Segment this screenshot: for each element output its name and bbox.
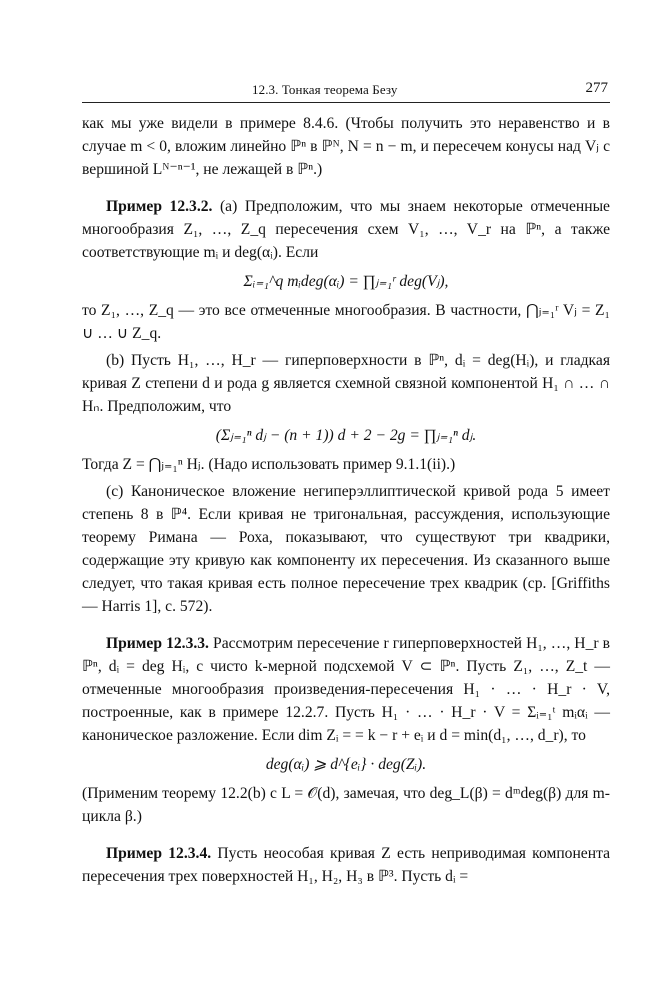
example-text: Рассмотрим пересечение r гиперповерхностей H₁, …, H_r в ℙⁿ, dᵢ = deg Hᵢ, с чисто k-мерной подсхемой V ⊂ ℙⁿ. Пусть Z₁, …, Z_t — отмеченные многообразия произведения-пересечения H₁ · … · H_r · V, построенные, как в примере 12.2.7. Пусть H₁ · … · H_r · V = Σᵢ₌₁ᵗ mᵢαᵢ — каноническое разложение. Если dim Zᵢ = = k − r + eᵢ и d = min(d₁, …, d_r), то	[82, 635, 610, 744]
page-body	[82, 112, 610, 888]
paragraph-conclusion-b: Тогда Z = ⋂ⱼ₌₁ⁿ Hⱼ. (Надо использовать пример 9.1.1(ii).)	[82, 456, 456, 473]
page-number: 277	[585, 80, 608, 96]
example-label: Пример 12.3.3.	[106, 635, 209, 652]
formula-sum-degrees: Σᵢ₌₁^q mᵢdeg(αᵢ) = ∏ⱼ₌₁ʳ deg(Vⱼ),	[243, 273, 449, 290]
example-12-3-2-part-c: (c) Каноническое вложение негиперэллиптической кривой рода 5 имеет степень 8 в ℙ⁴. Если кривая не тригональная, рассуждения, использующие теорему Римана — Роха, показывают, что существуют три квадрики, содержащие эту кривую как компоненту их пересечения. Из сказанного выше следует, что такая кривая есть полное пересечение трех квадрик (ср. [Griffiths — Harris 1], с. 572).	[82, 483, 610, 615]
example-12-3-2-part-a	[82, 195, 610, 264]
example-12-3-3	[82, 632, 610, 747]
example-12-3-2-part-b: (b) Пусть H₁, …, H_r — гиперповерхности в ℙⁿ, dᵢ = deg(Hᵢ), и гладкая кривая Z степени d и рода g является схемной связной компонентой H₁ ∩ … ∩ Hₙ. Предположим, что	[82, 352, 610, 415]
example-text: (a) Предположим, что мы знаем некоторые отмеченные многообразия Z₁, …, Z_q пересечения схем V₁, …, V_r на ℙⁿ, а также соответствующие mᵢ и deg(αᵢ). Если	[82, 198, 610, 261]
formula-degree-inequality: deg(αᵢ) ⩾ d^{eᵢ} · deg(Zᵢ).	[265, 756, 427, 773]
example-12-3-4	[82, 842, 610, 888]
section-title: 12.3. Тонкая теорема Безу	[252, 82, 398, 97]
example-label: Пример 12.3.4.	[106, 845, 212, 862]
paragraph-conclusion-a: то Z₁, …, Z_q — это все отмеченные многообразия. В частности, ⋂ⱼ₌₁ʳ Vⱼ = Z₁ ∪ … ∪ Z_q.	[82, 302, 610, 342]
paragraph-proof-hint: (Применим теорему 12.2(b) с L = 𝒪(d), замечая, что deg_L(β) = dᵐdeg(β) для m-цикла β.)	[82, 785, 610, 825]
example-text: Пусть неособая кривая Z есть неприводимая компонента пересечения трех поверхностей H₁, H₂, H₃ в ℙ³. Пусть dᵢ =	[82, 845, 610, 885]
formula-genus-condition: (Σⱼ₌₁ⁿ dⱼ − (n + 1)) d + 2 − 2g = ∏ⱼ₌₁ⁿ dⱼ.	[215, 427, 477, 444]
example-label: Пример 12.3.2.	[106, 198, 213, 215]
running-head	[82, 74, 610, 103]
paragraph-continuation: как мы уже видели в примере 8.4.6. (Чтобы получить это неравенство и в случае m < 0, вложим линейно ℙⁿ в ℙᴺ, N = n − m, и пересечем конусы над Vⱼ с вершиной Lᴺ⁻ⁿ⁻¹, не лежащей в ℙⁿ.)	[82, 115, 610, 178]
